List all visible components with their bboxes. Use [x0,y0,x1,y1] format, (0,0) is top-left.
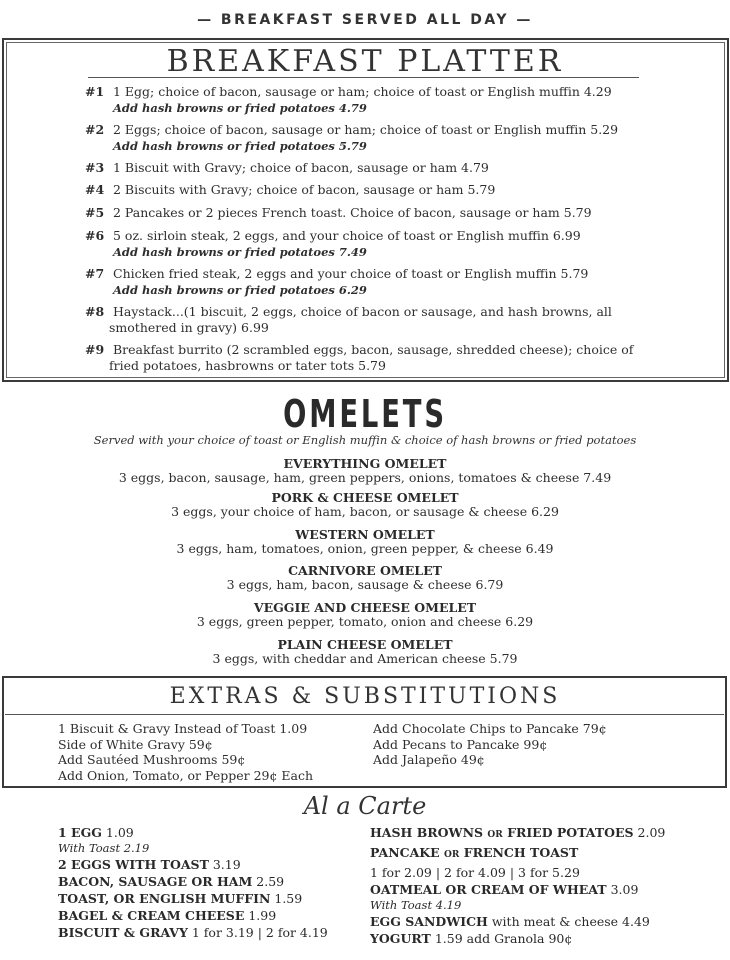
breakfast-banner: — BREAKFAST SERVED ALL DAY — [197,12,533,28]
extras-item: Add Chocolate Chips to Pancake 79¢ [373,721,607,736]
extras-item: Add Sautéed Mushrooms 59¢ [58,752,246,767]
extras-item: Add Onion, Tomato, or Pepper 29¢ Each [58,767,314,783]
omelet-name: WESTERN OMELET [295,527,435,542]
carte-left-list [58,824,328,941]
carte-item-egg-toast: With Toast 2.19 [58,841,150,855]
omelet-desc: 3 eggs, with cheddar and American cheese 5.79 [212,651,518,666]
platter-item-1: #1 1 Egg; choice of bacon, sausage or ham; choice of toast or English muffin 4.29 Add hash browns or fried potatoes 4.79 [85,84,612,115]
omelet-name: PLAIN CHEESE OMELET [277,637,453,652]
extras-title: EXTRAS & SUBSTITUTIONS [169,684,561,709]
extras-right-list [373,721,607,768]
omelet-desc: 3 eggs, your choice of ham, bacon, or sausage & cheese 6.29 [171,504,559,519]
platter-item-5: #5 2 Pancakes or 2 pieces French toast. Choice of bacon, sausage or ham 5.79 [85,205,592,220]
carte-title: Al a Carte [303,792,427,820]
extras-item: Add Pecans to Pancake 99¢ [373,736,548,752]
platter-item-3: #3 1 Biscuit with Gravy; choice of bacon, sausage or ham 4.79 [85,160,489,175]
platter-item-2: #2 2 Eggs; choice of bacon, sausage or ham; choice of toast or English muffin 5.29 Add hash browns or fried potatoes 5.79 [85,122,619,153]
platter-item-4: #4 2 Biscuits with Gravy; choice of bacon, sausage or ham 5.79 [85,182,496,197]
extras-item: Side of White Gravy 59¢ [58,736,213,752]
carte-item-pancake: PANCAKE OR FRENCH TOAST [370,845,579,860]
platter-item-9: #9 Breakfast burrito (2 scrambled eggs, bacon, sausage, shredded cheese); choice of fried potatoes, hasbrowns or tater tots 5.79 [85,342,634,373]
carte-item-egg-sandwich: EGG SANDWICH with meat & cheese 4.49 [370,914,650,929]
omelet-desc: 3 eggs, green pepper, tomato, onion and cheese 6.29 [196,614,534,629]
extras-item: 1 Biscuit & Gravy Instead of Toast 1.09 [58,721,308,736]
carte-right-list [370,824,665,947]
extras-left-list [58,721,313,783]
carte-item-toast: TOAST, OR ENGLISH MUFFIN 1.59 [58,891,303,906]
carte-item-oatmeal: OATMEAL OR CREAM OF WHEAT 3.09 [370,882,639,897]
carte-item-yogurt: YOGURT 1.59 add Granola 90¢ [370,931,573,946]
carte-item-biscuit: BISCUIT & GRAVY 1 for 3.19 | 2 for 4.19 [58,925,328,940]
platter-item-6: #6 5 oz. sirloin steak, 2 eggs, and your choice of toast or English muffin 6.99 Add hash browns or fried potatoes 7.49 [85,228,581,259]
carte-item-oatmeal-toast: With Toast 4.19 [370,898,462,912]
carte-item-bagel: BAGEL & CREAM CHEESE 1.99 [58,908,277,923]
extras-item: Add Jalapeño 49¢ [373,752,485,767]
omelets-title: OMELETS [283,392,447,436]
carte-item-pancake-prices: 1 for 2.09 | 2 for 4.09 | 3 for 5.29 [370,865,580,880]
omelet-desc: 3 eggs, ham, tomatoes, onion, green pepper, & cheese 6.49 [176,541,554,556]
omelet-name: EVERYTHING OMELET [283,456,447,471]
omelet-name: VEGGIE AND CHEESE OMELET [253,600,477,615]
platter-title-rule [88,77,639,78]
platter-item-8: #8 Haystack...(1 biscuit, 2 eggs, choice of bacon or sausage, and hash browns, all smothered in gravy) 6.99 [85,304,612,335]
omelet-name: PORK & CHEESE OMELET [271,490,459,505]
carte-item-bacon: BACON, SAUSAGE OR HAM 2.59 [58,874,285,889]
platter-item-7: #7 Chicken fried steak, 2 eggs and your choice of toast or English muffin 5.79 Add hash browns or fried potatoes 6.29 [85,266,589,297]
carte-item-two-eggs: 2 EGGS WITH TOAST 3.19 [58,857,241,872]
extras-title-rule [5,714,724,715]
carte-item-egg: 1 EGG 1.09 [58,825,134,840]
omelet-desc: 3 eggs, ham, bacon, sausage & cheese 6.79 [226,577,504,592]
omelet-desc: 3 eggs, bacon, sausage, ham, green peppers, onions, tomatoes & cheese 7.49 [118,470,612,485]
platter-title: BREAKFAST PLATTER [166,44,564,79]
omelet-name: CARNIVORE OMELET [288,563,442,578]
carte-item-hash: HASH BROWNS OR FRIED POTATOES 2.09 [370,825,666,840]
omelets-subtitle: Served with your choice of toast or English muffin & choice of hash browns or fried potatoes [93,433,637,447]
